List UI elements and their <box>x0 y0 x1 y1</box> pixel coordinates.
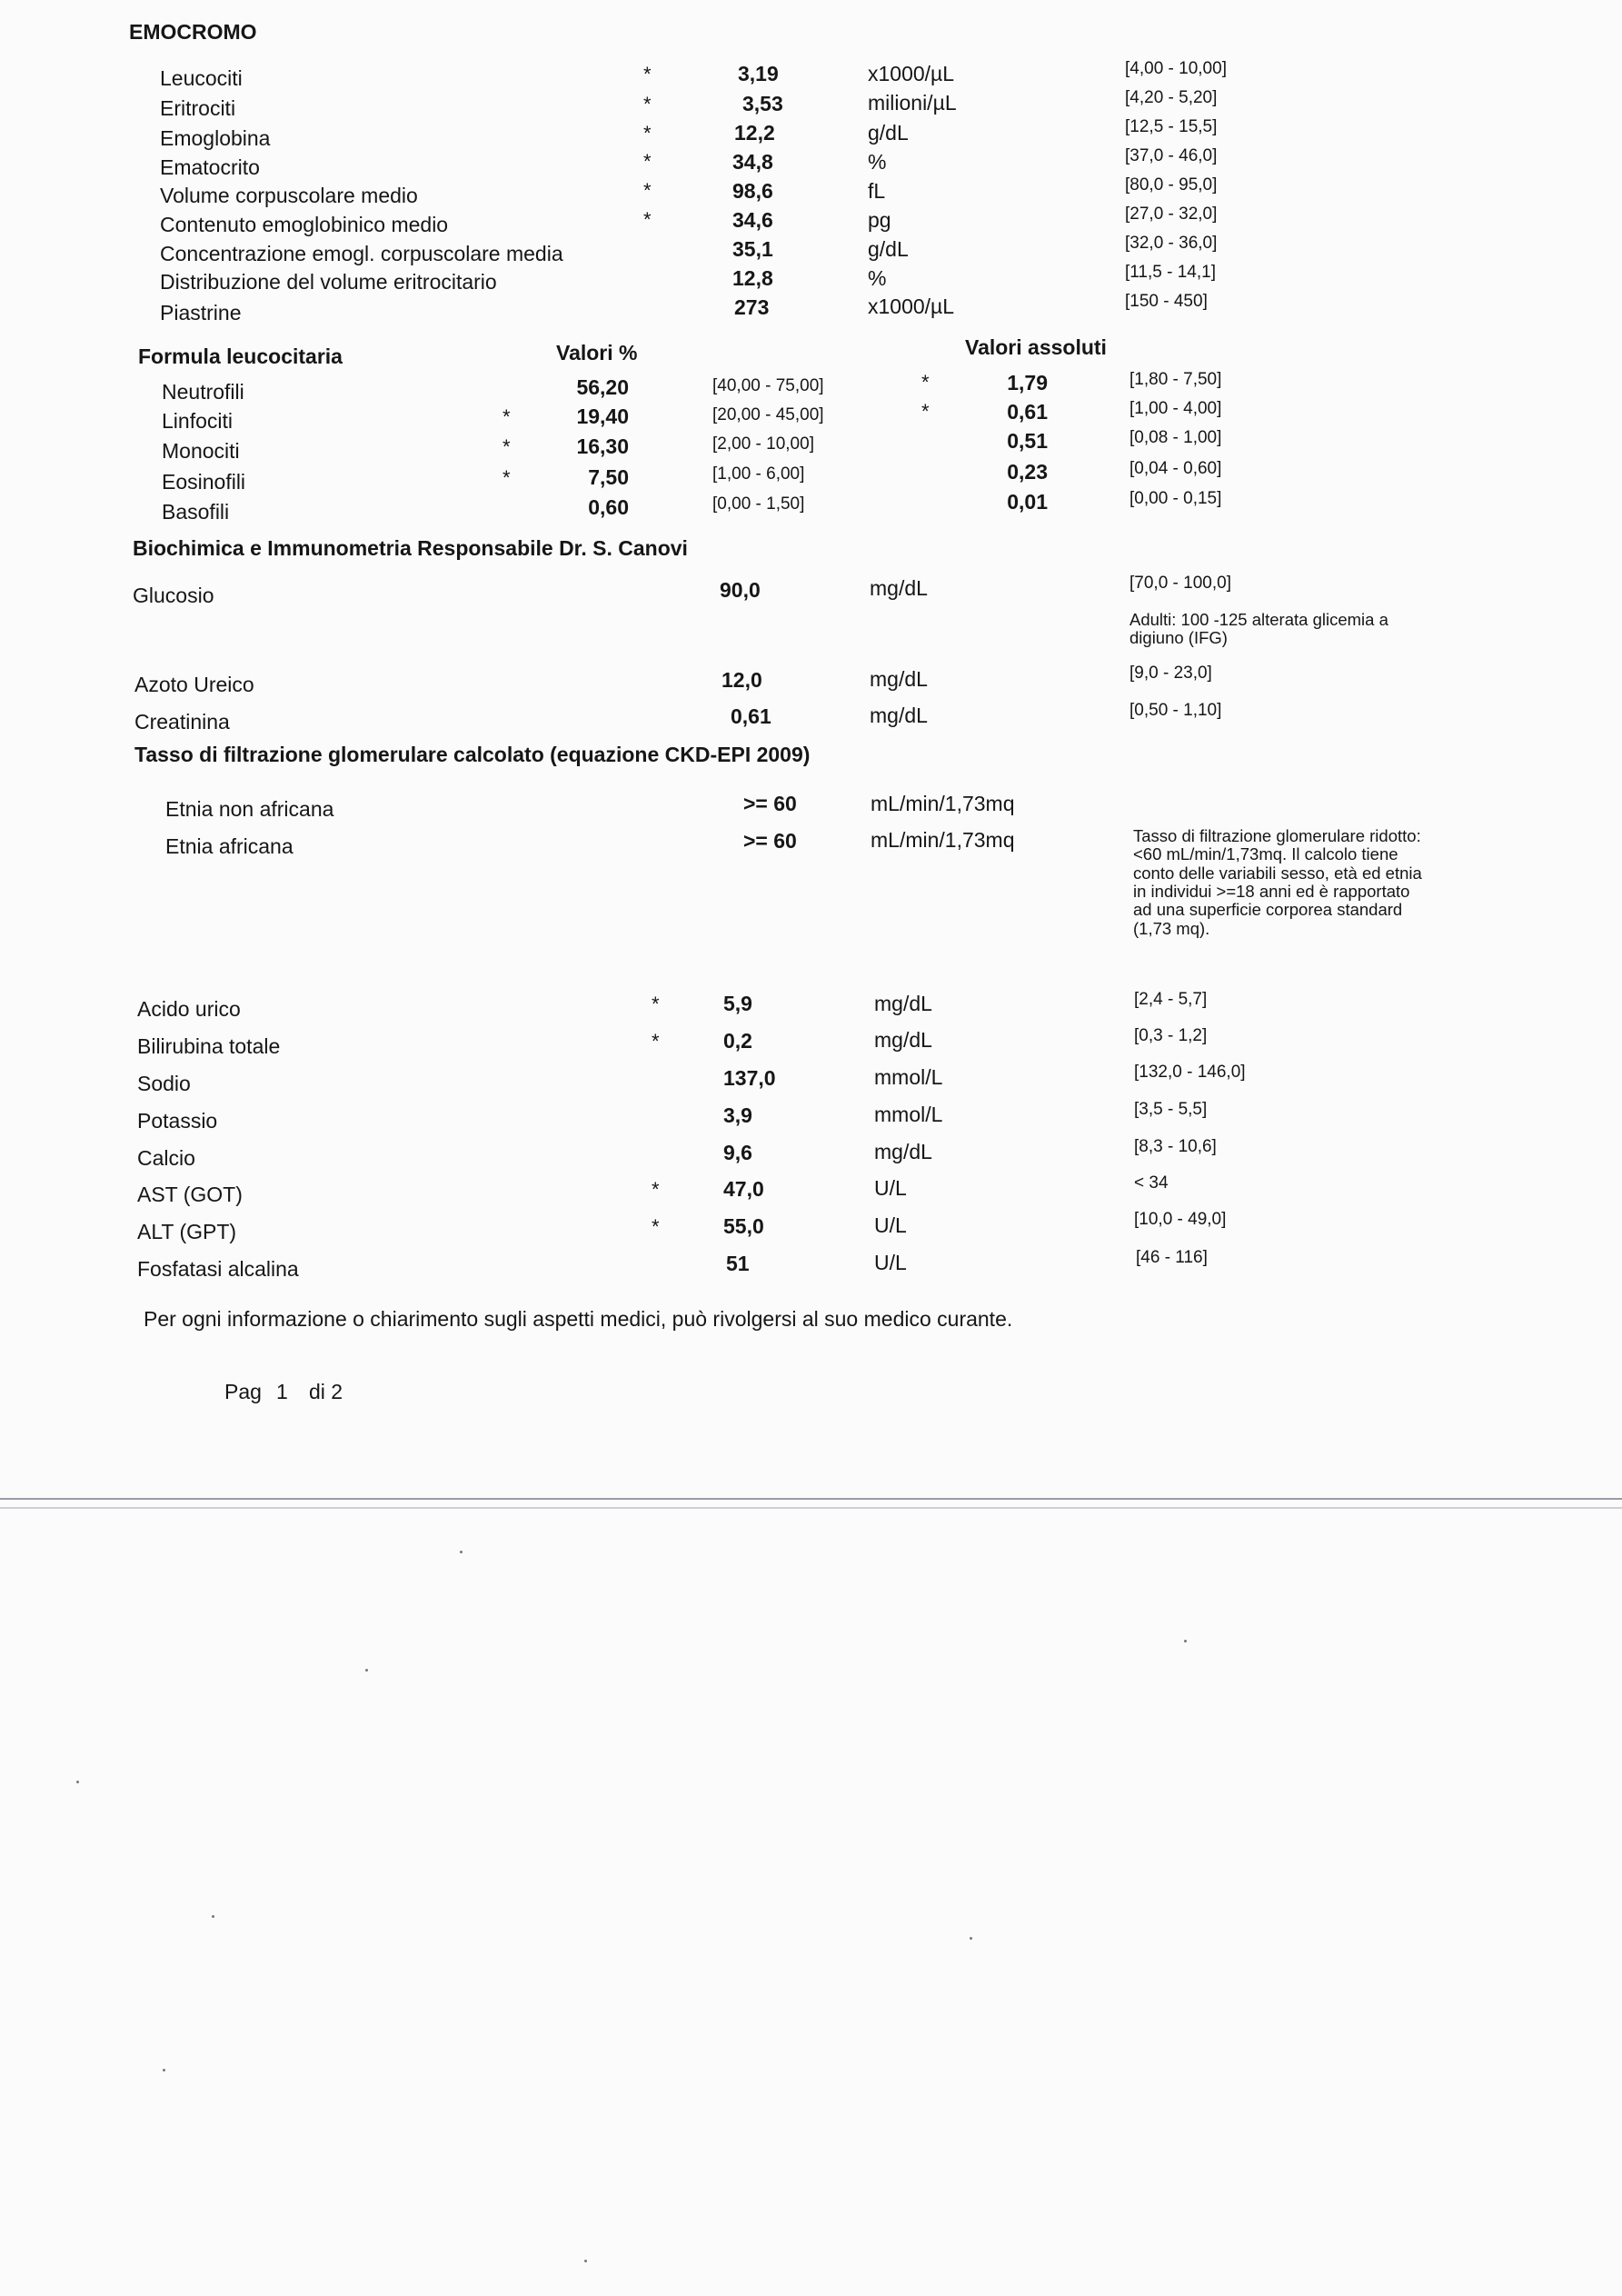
abnormal-flag: * <box>643 122 652 145</box>
percent-value: 7,50 <box>588 465 629 489</box>
test-name: AST (GOT) <box>137 1183 243 1206</box>
scan-speck <box>163 2069 165 2071</box>
reference-range: [132,0 - 146,0] <box>1134 1063 1246 1082</box>
abnormal-flag: * <box>921 371 930 394</box>
percent-range: [1,00 - 6,00] <box>712 464 805 484</box>
reference-range: [8,3 - 10,6] <box>1134 1137 1217 1156</box>
reference-range: [70,0 - 100,0] <box>1129 574 1231 593</box>
test-name: Eritrociti <box>160 96 236 120</box>
reference-range: < 34 <box>1134 1173 1169 1193</box>
section-title-emocromo: EMOCROMO <box>129 20 257 44</box>
test-name: Volume corpuscolare medio <box>160 184 418 207</box>
abnormal-flag: * <box>652 1215 660 1238</box>
scan-speck <box>365 1669 368 1672</box>
abnormal-flag: * <box>921 400 930 423</box>
absolute-value: 0,61 <box>1007 400 1048 424</box>
test-unit: mmol/L <box>874 1103 943 1126</box>
scan-speck <box>584 2260 587 2262</box>
abnormal-flag: * <box>643 208 652 231</box>
column-header-percent: Valori % <box>556 341 638 364</box>
abnormal-flag: * <box>503 435 511 458</box>
percent-range: [20,00 - 45,00] <box>712 405 824 424</box>
test-value: 5,9 <box>723 992 752 1015</box>
test-name: Neutrofili <box>162 380 244 404</box>
test-unit: mg/dL <box>870 667 928 691</box>
test-name: Leucociti <box>160 66 243 90</box>
test-unit: mg/dL <box>874 1140 932 1163</box>
test-name: Azoto Ureico <box>134 673 254 696</box>
abnormal-flag: * <box>643 93 652 115</box>
reference-range: [11,5 - 14,1] <box>1125 263 1216 282</box>
test-value: 9,6 <box>723 1141 752 1164</box>
abnormal-flag: * <box>503 466 511 489</box>
absolute-range: [0,00 - 0,15] <box>1129 489 1222 508</box>
absolute-value: 1,79 <box>1007 371 1048 394</box>
test-name: Basofili <box>162 500 230 524</box>
test-name: ALT (GPT) <box>137 1220 237 1243</box>
absolute-range: [0,04 - 0,60] <box>1129 459 1222 478</box>
section-title-formula: Formula leucocitaria <box>138 344 343 368</box>
test-value: 34,6 <box>732 208 773 232</box>
test-unit: pg <box>868 208 891 232</box>
test-value: >= 60 <box>743 792 797 815</box>
test-unit: U/L <box>874 1213 907 1237</box>
test-name: Distribuzione del volume eritrocitario <box>160 270 497 294</box>
reference-range: [27,0 - 32,0] <box>1125 205 1218 224</box>
test-unit: g/dL <box>868 237 909 261</box>
test-unit: U/L <box>874 1251 907 1274</box>
reference-note: Adulti: 100 -125 alterata glicemia a digiuno (IFG) <box>1129 610 1388 648</box>
percent-range: [2,00 - 10,00] <box>712 434 814 454</box>
test-name: Creatinina <box>134 710 230 734</box>
abnormal-flag: * <box>652 1178 660 1201</box>
scan-speck <box>76 1781 79 1783</box>
column-header-absolute: Valori assoluti <box>965 335 1107 359</box>
absolute-value: 0,23 <box>1007 460 1048 484</box>
reference-range: [32,0 - 36,0] <box>1125 234 1218 253</box>
test-unit: mL/min/1,73mq <box>871 828 1015 852</box>
absolute-value: 0,01 <box>1007 490 1048 514</box>
reference-range: [4,00 - 10,00] <box>1125 59 1227 78</box>
test-value: 51 <box>726 1252 750 1275</box>
percent-range: [0,00 - 1,50] <box>712 494 805 514</box>
reference-range: [9,0 - 23,0] <box>1129 664 1212 683</box>
test-value: 0,2 <box>723 1029 752 1053</box>
test-unit: mmol/L <box>874 1065 943 1089</box>
test-unit: x1000/µL <box>868 294 955 318</box>
page-label: Pag <box>224 1380 262 1403</box>
abnormal-flag: * <box>643 150 652 173</box>
abnormal-flag: * <box>643 63 652 85</box>
percent-value: 19,40 <box>576 404 629 428</box>
test-name: Acido urico <box>137 997 241 1021</box>
percent-value: 16,30 <box>576 434 629 458</box>
test-name: Concentrazione emogl. corpuscolare media <box>160 242 563 265</box>
reference-range: [0,3 - 1,2] <box>1134 1026 1208 1045</box>
test-name: Bilirubina totale <box>137 1034 281 1058</box>
test-unit: fL <box>868 179 886 203</box>
test-unit: mg/dL <box>874 1028 932 1052</box>
test-value: >= 60 <box>743 829 797 853</box>
test-value: 12,0 <box>721 668 762 692</box>
test-name: Etnia africana <box>165 834 294 858</box>
scan-speck <box>212 1915 214 1918</box>
test-unit: % <box>868 266 887 290</box>
test-value: 12,2 <box>734 121 775 145</box>
test-name: Linfociti <box>162 409 233 433</box>
test-name: Fosfatasi alcalina <box>137 1257 299 1281</box>
test-value: 3,9 <box>723 1103 752 1127</box>
scan-speck <box>460 1551 463 1553</box>
test-value: 90,0 <box>720 578 761 602</box>
test-name: Glucosio <box>133 584 214 607</box>
section-title-gfr: Tasso di filtrazione glomerulare calcolato (equazione CKD-EPI 2009) <box>134 743 811 766</box>
percent-value: 56,20 <box>576 375 629 399</box>
absolute-value: 0,51 <box>1007 429 1048 453</box>
test-name: Sodio <box>137 1072 191 1095</box>
reference-range: [3,5 - 5,5] <box>1134 1100 1208 1119</box>
test-name: Calcio <box>137 1146 195 1170</box>
test-name: Ematocrito <box>160 155 260 179</box>
test-value: 98,6 <box>732 179 773 203</box>
test-name: Piastrine <box>160 301 242 324</box>
test-unit: % <box>868 150 887 174</box>
footer-info: Per ogni informazione o chiarimento sugli aspetti medici, può rivolgersi al suo medico curante. <box>144 1307 1013 1331</box>
test-value: 47,0 <box>723 1177 764 1201</box>
scan-speck <box>1184 1640 1187 1642</box>
percent-range: [40,00 - 75,00] <box>712 376 824 395</box>
test-value: 137,0 <box>723 1066 776 1090</box>
test-unit: U/L <box>874 1176 907 1200</box>
reference-range: [2,4 - 5,7] <box>1134 990 1208 1009</box>
test-name: Eosinofili <box>162 470 246 494</box>
sheet-bottom-edge <box>0 1498 1622 1500</box>
abnormal-flag: * <box>652 993 660 1015</box>
absolute-range: [1,80 - 7,50] <box>1129 370 1222 389</box>
abnormal-flag: * <box>503 405 511 428</box>
test-value: 3,53 <box>742 92 783 115</box>
reference-range: [0,50 - 1,10] <box>1129 701 1222 720</box>
test-name: Etnia non africana <box>165 797 334 821</box>
test-unit: mL/min/1,73mq <box>871 792 1015 815</box>
reference-range: [10,0 - 49,0] <box>1134 1210 1227 1229</box>
absolute-range: [0,08 - 1,00] <box>1129 428 1222 447</box>
absolute-range: [1,00 - 4,00] <box>1129 399 1222 418</box>
test-unit: g/dL <box>868 121 909 145</box>
reference-range: [46 - 116] <box>1136 1248 1208 1267</box>
percent-value: 0,60 <box>588 495 629 519</box>
abnormal-flag: * <box>652 1030 660 1053</box>
reference-note: Tasso di filtrazione glomerulare ridotto: <60 mL/min/1,73mq. Il calcolo tiene conto delle variabili sesso, età ed etnia in individui >=18 anni ed è rapportato ad una superficie corporea standard (1,73 mq). <box>1133 826 1422 938</box>
test-unit: x1000/µL <box>868 62 955 85</box>
test-name: Contenuto emoglobinico medio <box>160 213 449 236</box>
test-unit: mg/dL <box>870 576 928 600</box>
test-name: Potassio <box>137 1109 218 1133</box>
page-current: 1 <box>276 1380 288 1403</box>
scan-speck <box>970 1937 972 1940</box>
test-value: 273 <box>734 295 770 319</box>
reference-range: [12,5 - 15,5] <box>1125 117 1218 136</box>
test-value: 0,61 <box>731 704 771 728</box>
test-name: Monociti <box>162 439 240 463</box>
sheet-shadow-edge <box>0 1507 1622 1509</box>
abnormal-flag: * <box>643 179 652 202</box>
test-value: 35,1 <box>732 237 773 261</box>
test-unit: milioni/µL <box>868 91 957 115</box>
test-unit: mg/dL <box>874 992 932 1015</box>
reference-range: [80,0 - 95,0] <box>1125 175 1218 195</box>
test-value: 55,0 <box>723 1214 764 1238</box>
page-total: di 2 <box>309 1380 343 1403</box>
reference-range: [4,20 - 5,20] <box>1125 88 1218 107</box>
test-name: Emoglobina <box>160 126 271 150</box>
section-title-biochimica: Biochimica e Immunometria Responsabile Dr. S. Canovi <box>133 536 688 560</box>
reference-range: [150 - 450] <box>1125 292 1208 311</box>
test-unit: mg/dL <box>870 704 928 727</box>
test-value: 34,8 <box>732 150 773 174</box>
test-value: 3,19 <box>738 62 779 85</box>
test-value: 12,8 <box>732 266 773 290</box>
reference-range: [37,0 - 46,0] <box>1125 146 1218 165</box>
